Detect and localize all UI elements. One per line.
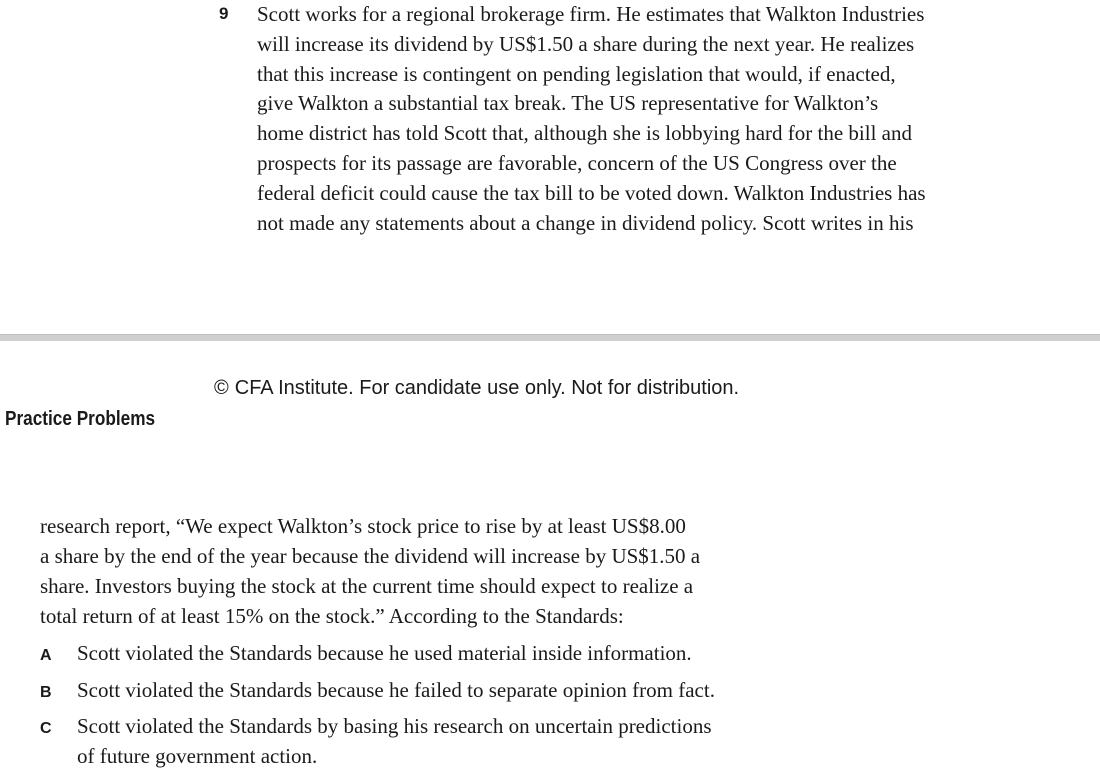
question-line: not made any statements about a change in dividend policy. Scott writes in his bbox=[257, 210, 914, 235]
section-title: Practice Problems bbox=[5, 408, 156, 430]
option-text-line: Scott violated the Standards by basing his research on uncertain predictions bbox=[77, 714, 712, 738]
question-text-bottom bbox=[40, 511, 860, 631]
question-line: will increase its dividend by US$1.50 a share during the next year. He realizes bbox=[257, 31, 915, 56]
question-line: Scott works for a regional brokerage firm. He estimates that Walkton Industries bbox=[257, 2, 925, 26]
option-text: Scott violated the Standards because he used material inside information. bbox=[77, 641, 692, 665]
option-letter: C bbox=[40, 720, 52, 737]
question-line: home district has told Scott that, although she is lobbying hard for the bill and bbox=[257, 121, 912, 146]
question-text-top bbox=[257, 0, 1077, 238]
copyright-icon: © bbox=[214, 377, 229, 399]
question-line: give Walkton a substantial tax break. The US representative for Walkton’s bbox=[257, 91, 879, 116]
question-line: share. Investors buying the stock at the current time should expect to realize a bbox=[40, 574, 694, 598]
question-line: federal deficit could cause the tax bill to be voted down. Walkton Industries has bbox=[257, 180, 926, 205]
page-divider bbox=[0, 334, 1100, 341]
question-line: research report, “We expect Walkton’s stock price to rise by at least US$8.00 bbox=[40, 514, 686, 538]
option-letter: A bbox=[40, 647, 52, 664]
question-number: 9 bbox=[219, 4, 229, 23]
question-line: prospects for its passage are favorable, concern of the US Congress over the bbox=[257, 150, 897, 175]
option-text-line: of future government action. bbox=[77, 744, 318, 768]
copyright-text: CFA Institute. For candidate use only. Not for distribution. bbox=[234, 377, 740, 399]
question-line: a share by the end of the year because the dividend will increase by US$1.50 a bbox=[40, 544, 701, 568]
copyright-notice bbox=[214, 377, 739, 400]
question-line: total return of at least 15% on the stock.” According to the Standards: bbox=[40, 604, 624, 628]
option-text: Scott violated the Standards because he failed to separate opinion from fact. bbox=[77, 678, 715, 702]
question-line: that this increase is contingent on pending legislation that would, if enacted, bbox=[257, 61, 896, 86]
option-text bbox=[77, 711, 712, 771]
option-letter: B bbox=[40, 684, 52, 701]
